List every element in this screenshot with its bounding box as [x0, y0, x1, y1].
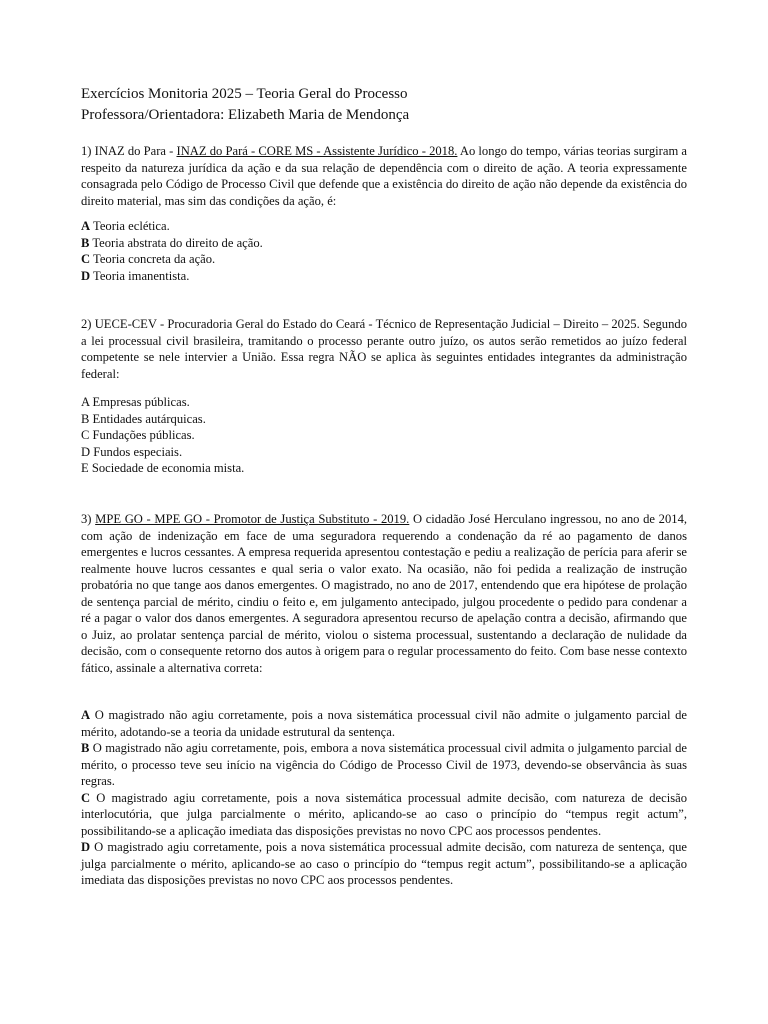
question-1-number: 1) INAZ do Para - [81, 144, 177, 158]
question-1-option-c: C Teoria concreta da ação. [81, 252, 216, 266]
question-1-option-a: A Teoria eclética. [81, 219, 170, 233]
question-2 [81, 316, 687, 382]
question-3-option-b: B O magistrado não agiu corretamente, pois, embora a nova sistemática processual civil admita o julgamento parcial de mérito, o processo teve seu início na vigência do Código de Processo Civil de 1973, devendo-se observância às suas regras. [81, 741, 687, 788]
question-1-options [81, 218, 687, 284]
document-header [81, 84, 409, 126]
question-2-text: 2) UECE-CEV - Procuradoria Geral do Estado do Ceará - Técnico de Representação Judicial – Direito – 2025. Segundo a lei processual civil brasileira, tramitando o processo perante outro juízo, os autos serão remetidos ao juízo federal competente se nele intervier a União. Essa regra NÃO se aplica às seguintes entidades integrantes da administração federal: [81, 317, 687, 381]
question-3 [81, 511, 687, 676]
question-3-text: O cidadão José Herculano ingressou, no ano de 2014, com ação de indenização em face de uma seguradora requerendo a condenação da ré ao pagamento de danos emergentes e lucros cessantes. A empresa requerida apresentou contestação e pediu a realização de perícia para aferir se realmente houve lucros cessantes e qual seria o valor exato. Na ocasião, não foi pedida a realização de instrução probatória no que tange aos danos emergentes. O magistrado, no ano de 2017, entendendo que era hipótese de prolação de sentença parcial de mérito, cindiu o feito e, em julgamento antecipado, julgou procedente o pedido para condenar a ré a pagar o valor dos danos emergentes. A seguradora apresentou recurso de apelação contra a decisão, afirmando que o Juiz, ao prolatar sentença parcial de mérito, violou o sistema processual, sustentando a declaração de nulidade da decisão, com o consequente retorno dos autos à origem para o regular processamento do feito. Com base nesse contexto fático, assinale a alternativa correta: [81, 512, 688, 675]
question-1-option-b: B Teoria abstrata do direito de ação. [81, 235, 263, 250]
header-professor: Professora/Orientadora: Elizabeth Maria de Mendonça [81, 107, 410, 123]
question-3-source: MPE GO - MPE GO - Promotor de Justiça Substituto - 2019. [95, 512, 410, 526]
question-3-options [81, 707, 687, 889]
question-1 [81, 143, 687, 209]
question-2-option-d: D Fundos especiais. [81, 444, 183, 459]
question-3-option-a: A O magistrado não agiu corretamente, pois a nova sistemática processual civil não admite o julgamento parcial de mérito, adotando-se a teoria da unidade estrutural da sentença. [81, 708, 687, 739]
question-2-option-c: C Fundações públicas. [81, 428, 195, 442]
question-1-option-d: D Teoria imanentista. [81, 268, 190, 283]
question-2-option-a: A Empresas públicas. [81, 395, 190, 409]
question-2-option-b: B Entidades autárquicas. [81, 411, 206, 426]
question-2-option-e: E Sociedade de economia mista. [81, 461, 245, 475]
question-1-text: Ao longo do tempo, várias teorias surgiram a respeito da natureza jurídica da ação e da sua relação de dependência com o direito de ação. A teoria expressamente consagrada pelo Código de Processo Civil que defende que a existência do direito de ação não depende da existência do direito material, mas sim das condições da ação, é: [81, 144, 688, 208]
question-3-option-d: D O magistrado agiu corretamente, pois a nova sistemática processual admite decisão, com natureza de sentença, que julga parcialmente o mérito, aplicando-se ao caso o princípio do “tempus regit actum”, possibilitando-se a aplicação imediata das disposições previstas no novo CPC aos processos pendentes. [81, 840, 687, 887]
question-2-options [81, 394, 687, 477]
question-1-source: INAZ do Pará - CORE MS - Assistente Jurídico - 2018. [176, 144, 458, 158]
question-3-option-c: C O magistrado agiu corretamente, pois a nova sistemática processual admite decisão, com natureza de decisão interlocutória, que julga parcialmente o mérito, aplicando-se ao caso o princípio do “tempus regit actum”, possibilitando-se a aplicação imediata das disposições previstas no novo CPC aos processos pendentes. [81, 790, 687, 838]
question-3-number: 3) [81, 512, 96, 526]
header-title: Exercícios Monitoria 2025 – Teoria Geral do Processo [81, 86, 408, 102]
